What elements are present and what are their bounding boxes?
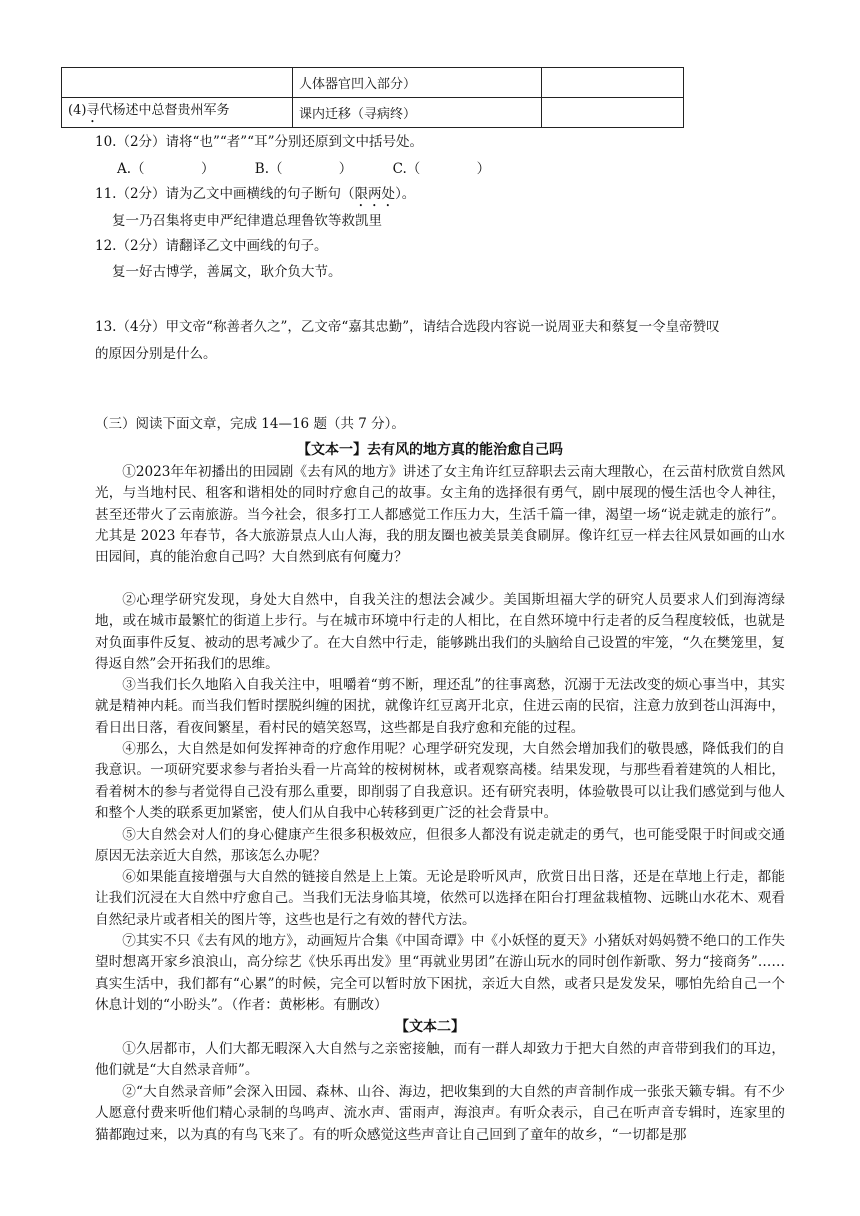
- vocab-table: [61, 67, 684, 128]
- emphasized-text: 限两处: [354, 186, 396, 202]
- option-close: ）: [338, 161, 353, 177]
- text1-paragraph-2: ②心理学研究发现，身处大自然中，自我关注的想法会减少。美国斯坦福大学的研究人员要求人们到海湾绿地，或在城市最繁忙的街道上步行。与在城市环境中行走的人相比，在自然环境中行走者的反刍程度较低，也就是对负面事件反复、被动的思考减少了。在大自然中行走，能够跳出我们的头脑给自己设置的牢笼，“久在樊笼里，复得返自然”会开拓我们的思维。: [95, 592, 785, 672]
- text2-paragraph-2: ②“大自然录音师”会深入田园、森林、山谷、海边，把收集到的大自然的声音制作成一张张天籁专辑。有不少人愿意付费来听他们精心录制的鸟鸣声、流水声、雷雨声，海浪声。有听众表示，自己在听声音专辑时，连家里的猫都跑过来，以为真的有鸟飞来了。有的听众感觉这些声音让自己回到了童年的故乡，“一切都是那: [95, 1084, 785, 1143]
- question-11: [95, 184, 415, 210]
- table-cell: 人体器官凹入部分）: [293, 68, 542, 98]
- text1-paragraph-7: ⑦其实不只《去有风的地方》，动画短片合集《中国奇谭》中《小妖怪的夏天》小猪妖对妈妈赞不绝口的工作失望时想离开家乡浪浪山，高分综艺《快乐再出发》里“再就业男团”在游山玩水的同时创作新歌、努力“接商务”……真实生活中，我们都有“心累”的时候，完全可以暂时放下困扰，亲近大自然，或者只是发发呆，哪怕先给自己一个休息计划的“小盼头”。（作者：黄彬彬。有删改）: [95, 933, 785, 1013]
- question-13-continued: 的原因分别是什么。: [95, 346, 217, 362]
- question-11-sentence: 复一乃召集将吏申严纪律遣总理鲁钦等救凯里: [112, 213, 382, 229]
- option-label: C.（: [392, 161, 421, 177]
- question-12-sentence: 复一好古博学，善属文，耿介负大节。: [112, 264, 342, 280]
- option-label: B.（: [254, 161, 283, 177]
- item-number: (4): [68, 103, 87, 118]
- option-close: ）: [476, 161, 491, 177]
- question-text: ）。: [395, 186, 416, 202]
- section-intro: （三）阅读下面文章，完成 14—16 题（共 7 分）。: [95, 416, 405, 432]
- question-10: 10.（2分）请将“也”“者”“耳”分别还原到文中括号处。: [95, 134, 423, 150]
- text1-title: 【文本一】去有风的地方真的能治愈自己吗: [297, 442, 563, 458]
- question-text: 11.（2分）请为乙文中画横线的句子断句（: [95, 186, 355, 202]
- cell-text: 代杨述中总督贵州军务: [99, 103, 230, 118]
- text1-paragraph-5: ⑤大自然会对人们的身心健康产生很多积极效应，但很多人都没有说走就走的勇气，也可能受限于时间或交通原因无法亲近大自然，那该怎么办呢？: [95, 827, 785, 865]
- question-12: 12.（2分）请翻译乙文中画线的句子。: [95, 238, 328, 254]
- text1-paragraph-3: ③当我们长久地陷入自我关注中，咀嚼着“剪不断，理还乱”的往事离愁，沉溺于无法改变的烦心事当中，其实就是精神内耗。而当我们暂时摆脱纠缠的困扰，就像许红豆离开北京，住进云南的民宿，注意力放到苍山洱海中，看日出日落，看夜间繁星，看村民的嬉笑怒骂，这些都是自我疗愈和充能的过程。: [95, 677, 785, 736]
- table-cell: 课内迁移（寻病终）: [293, 98, 542, 128]
- text1-paragraph-6: ⑥如果能直接增强与大自然的链接自然是上上策。无论是聆听风声，欣赏日出日落，还是在草地上行走，都能让我们沉浸在大自然中疗愈自己。当我们无法身临其境，依然可以选择在阳台打理盆栽植物、远眺山水花木、观看自然纪录片或者相关的图片等，这些也是行之有效的替代方法。: [95, 869, 785, 928]
- table-cell: [542, 98, 684, 128]
- option-a: [117, 159, 215, 179]
- text2-paragraph-1: ①久居都市，人们大都无暇深入大自然与之亲密接触，而有一群人却致力于把大自然的声音带到我们的耳边，他们就是“大自然录音师”。: [95, 1041, 785, 1079]
- table-cell: [62, 98, 293, 128]
- question-13: 13.（4分）甲文帝“称善者久之”，乙文帝“嘉其忠勤”，请结合选段内容说一说周亚夫和蔡复一令皇帝赞叹: [95, 319, 720, 335]
- table-cell: [62, 68, 293, 98]
- text1-paragraph-4: ④那么，大自然是如何发挥神奇的疗愈作用呢？心理学研究发现，大自然会增加我们的敬畏感，降低我们的自我意识。一项研究要求参与者抬头看一片高耸的桉树树林，或者观察高楼。结果发现，与那些看着建筑的人相比，看着树木的参与者觉得自己没有那么重要，即削弱了自我意识。还有研究表明，体验敬畏可以让我们感觉到与他人和整个人类的联系更加紧密，使人们从自我中心转移到更广泛的社会背景中。: [95, 741, 785, 821]
- table-row: [62, 98, 684, 128]
- option-close: ）: [201, 161, 215, 177]
- option-c: [393, 159, 491, 179]
- option-b: [255, 159, 353, 179]
- table-row: [62, 68, 684, 98]
- text2-title: 【文本二】: [395, 1019, 465, 1035]
- option-label: A.（: [117, 161, 145, 177]
- table-cell: [542, 68, 684, 98]
- question-10-options: [117, 159, 526, 179]
- emphasized-char: 寻: [86, 103, 100, 118]
- text1-paragraph-1: ①2023年年初播出的田园剧《去有风的地方》讲述了女主角许红豆辞职去云南大理散心，在云苗村欣赏自然风光，与当地村民、租客和谐相处的同时疗愈自己的故事。女主角的选择很有勇气，剧中展现的慢生活也令人神往，甚至还带火了云南旅游。当今社会，很多打工人都感觉工作压力大，生活千篇一律，渴望一场“说走就走的旅行”。尤其是 2023 年春节，各大旅游景点人山人海，我的朋友圈也被美景美食刷屏。像许红豆一样去往风景如画的山水田园间，真的能治愈自己吗？大自然到底有何魔力？: [95, 464, 785, 566]
